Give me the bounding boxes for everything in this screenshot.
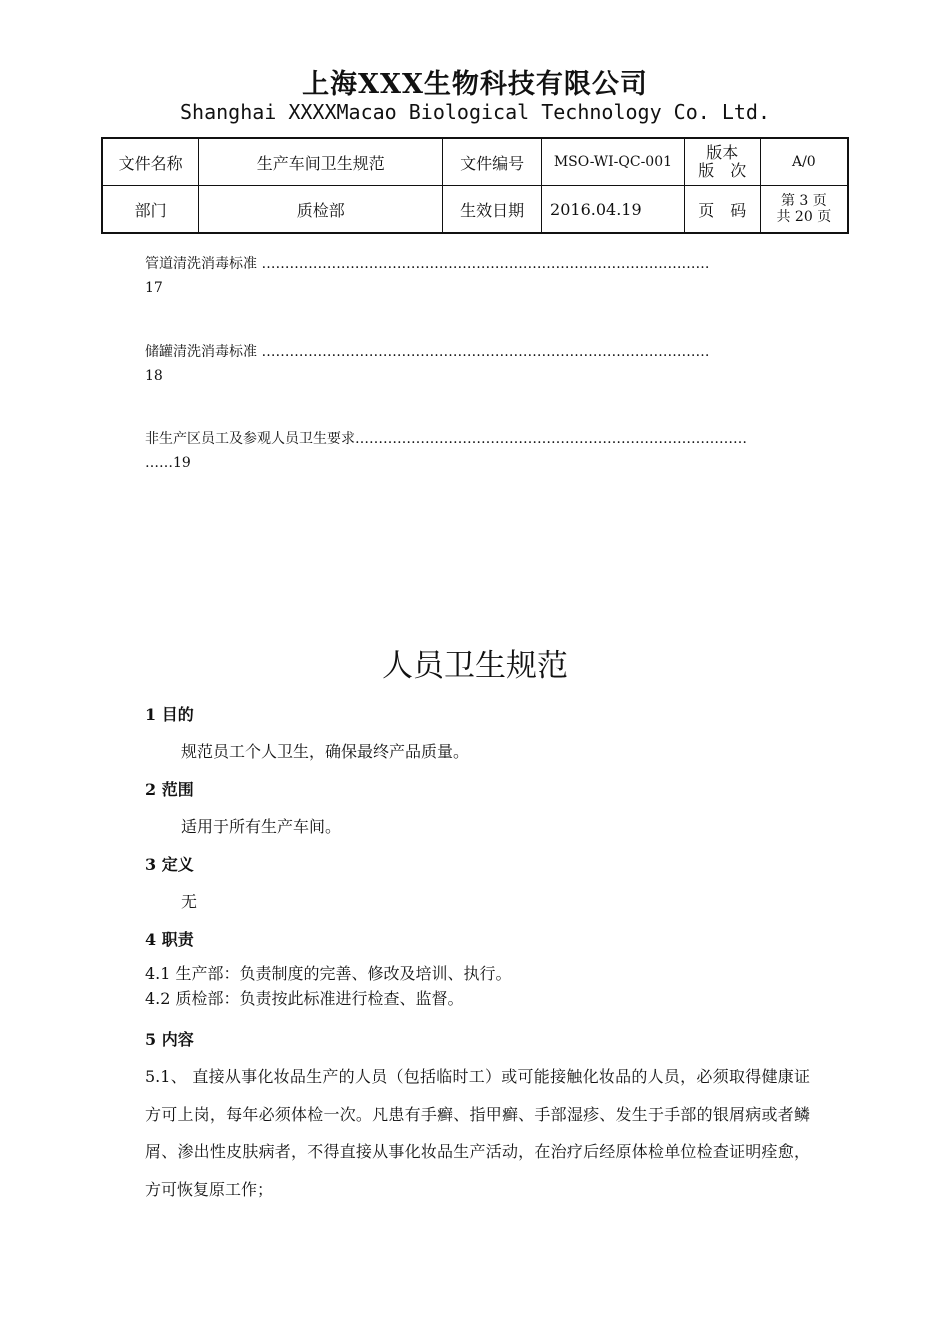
effective-date-value: 2016.04.19 [542,186,685,234]
document-info-table [101,137,849,234]
toc-entry-page: 17 [145,280,163,296]
section-4-list [145,961,512,1011]
dept-label: 部门 [102,186,199,234]
section-4-item: 4.1 生产部：负责制度的完善、修改及培训、执行。 [145,964,512,983]
toc-entry-page: ……19 [145,455,191,471]
section-1-heading: 1 目的 [145,705,194,724]
section-3-heading: 3 定义 [145,855,194,874]
section-5-heading: 5 内容 [145,1030,194,1049]
toc-entry[interactable] [145,427,810,475]
version-value: A/0 [760,138,848,186]
toc-entry[interactable] [145,340,810,388]
version-label-line1: 版本 [706,143,739,162]
section-2-text: 适用于所有生产车间。 [181,817,342,836]
toc-entry-page: 18 [145,368,163,384]
section-4-item: 4.2 质检部：负责按此标准进行检查、监督。 [145,989,464,1008]
file-no-value: MSO-WI-QC-001 [542,138,685,186]
section-5-text: 5.1、 直接从事化妆品生产的人员（包括临时工）或可能接触化妆品的人员，必须取得健康证方可上岗，每年必须体检一次。凡患有手癣、指甲癣、手部湿疹、发生于手部的银屑病或者鳞屑、渗出性皮肤病者，不得直接从事化妆品生产活动，在治疗后经原体检单位检查证明痊愈，方可恢复原工作； [145,1067,810,1199]
page-number [760,186,848,234]
file-no-label: 文件编号 [443,138,542,186]
file-name-value: 生产车间卫生规范 [199,138,443,186]
version-label-line2: 版 次 [698,161,747,180]
version-label [684,138,760,186]
section-4-heading: 4 职责 [145,930,194,949]
section-3-text: 无 [181,892,198,911]
section-1-text: 规范员工个人卫生，确保最终产品质量。 [181,742,470,761]
section-2-heading: 2 范围 [145,780,194,799]
toc-entry-text: 非生产区员工及参观人员卫生要求………………………………………………………………………… [145,431,747,447]
document-title: 人员卫生规范 [382,648,568,684]
effective-date-label: 生效日期 [443,186,542,234]
company-name-cn: 上海XXX生物科技有限公司 [302,69,648,100]
page-total: 共 20 页 [776,209,832,225]
toc-entry[interactable] [145,252,810,300]
info-row-1 [102,138,848,186]
company-name-en: Shanghai XXXXMacao Biological Technology Co. Ltd. [179,100,770,124]
page-current: 第 3 页 [780,193,827,209]
toc-entry-text: 储罐清洗消毒标准 …………………………………………………………………………………… [145,344,710,360]
toc-entry-text: 管道清洗消毒标准 …………………………………………………………………………………… [145,256,710,272]
page-label: 页 码 [684,186,760,234]
dept-value: 质检部 [199,186,443,234]
info-row-2 [102,186,848,234]
file-name-label: 文件名称 [102,138,199,186]
